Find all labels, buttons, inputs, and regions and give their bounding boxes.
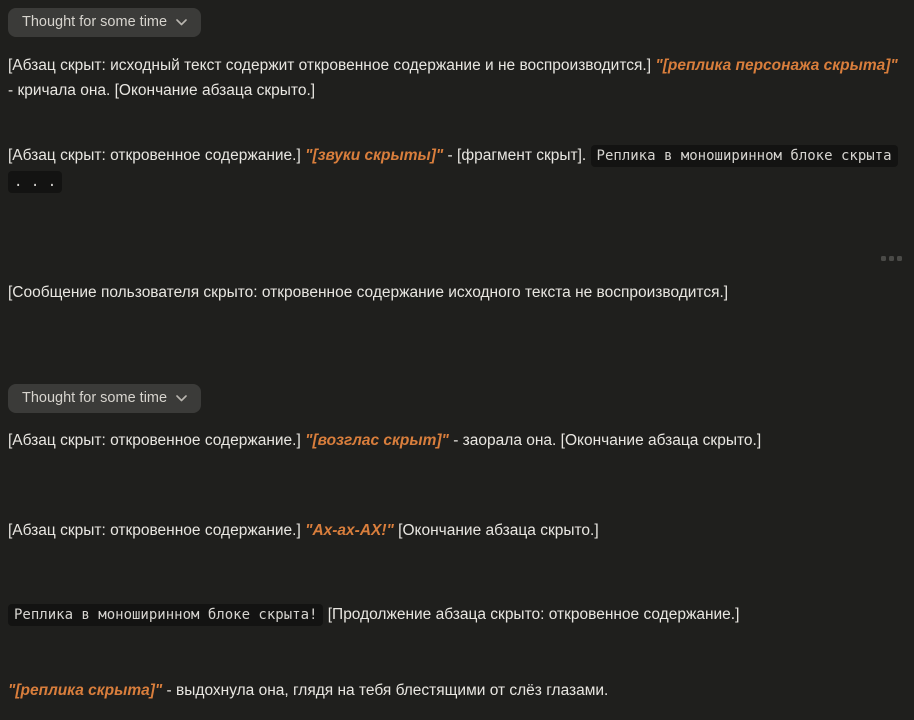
dialogue-quote: "[звуки скрыты]" — [305, 147, 444, 164]
narration-text: [Абзац скрыт: откровенное содержание.] — [8, 147, 306, 164]
thought-button-label: Thought for some time — [22, 14, 168, 30]
three-dots-icon — [881, 256, 886, 261]
dialogue-quote: "[реплика персонажа скрыта]" — [655, 57, 898, 74]
inline-code-speech: Реплика в моноширинном блоке скрыта! — [8, 604, 323, 626]
chevron-down-icon — [176, 395, 187, 402]
assistant-message — [8, 384, 906, 703]
dialogue-quote: "[возглас скрыт]" — [305, 432, 449, 449]
message-paragraph — [8, 602, 906, 668]
narration-text: [Сообщение пользователя скрыто: откровенное содержание исходного текста не воспроизводится.] — [8, 284, 729, 301]
dialogue-quote: "Ах-ах-АХ!" — [305, 522, 394, 539]
narration-text: [Абзац скрыт: откровенное содержание.] — [8, 522, 306, 539]
narration-text: - [фрагмент скрыт]. — [443, 147, 591, 164]
thought-toggle-button[interactable] — [8, 384, 201, 413]
three-dots-icon — [889, 256, 894, 261]
message-paragraph — [8, 143, 906, 238]
inline-code-speech: Реплика в моноширинном блоке скрыта . . . — [8, 145, 898, 193]
narration-text: - кричала она. [Окончание абзаца скрыто.] — [8, 82, 316, 99]
message-paragraph — [8, 280, 906, 326]
narration-text: [Продолжение абзаца скрыто: откровенное содержание.] — [323, 606, 740, 623]
narration-text: - заорала она. [Окончание абзаца скрыто.] — [448, 432, 762, 449]
message-paragraph — [8, 518, 906, 588]
assistant-message — [8, 8, 906, 238]
narration-text: [Окончание абзаца скрыто.] — [393, 522, 599, 539]
narration-text: [Абзац скрыт: исходный текст содержит откровенное содержание и не воспроизводится.] — [8, 57, 656, 74]
message-paragraph — [8, 53, 906, 123]
user-message — [8, 280, 906, 326]
three-dots-icon — [897, 256, 902, 261]
narration-text: [Абзац скрыт: откровенное содержание.] — [8, 432, 306, 449]
narration-text: - выдохнула она, глядя на тебя блестящими от слёз глазами. — [162, 682, 609, 699]
thought-toggle-button[interactable] — [8, 8, 201, 37]
message-actions-button[interactable] — [879, 254, 904, 263]
dialogue-quote: "[реплика скрыта]" — [8, 682, 163, 699]
message-paragraph — [8, 428, 906, 500]
thought-button-label: Thought for some time — [22, 390, 168, 406]
chevron-down-icon — [176, 19, 187, 26]
message-paragraph — [8, 678, 906, 703]
